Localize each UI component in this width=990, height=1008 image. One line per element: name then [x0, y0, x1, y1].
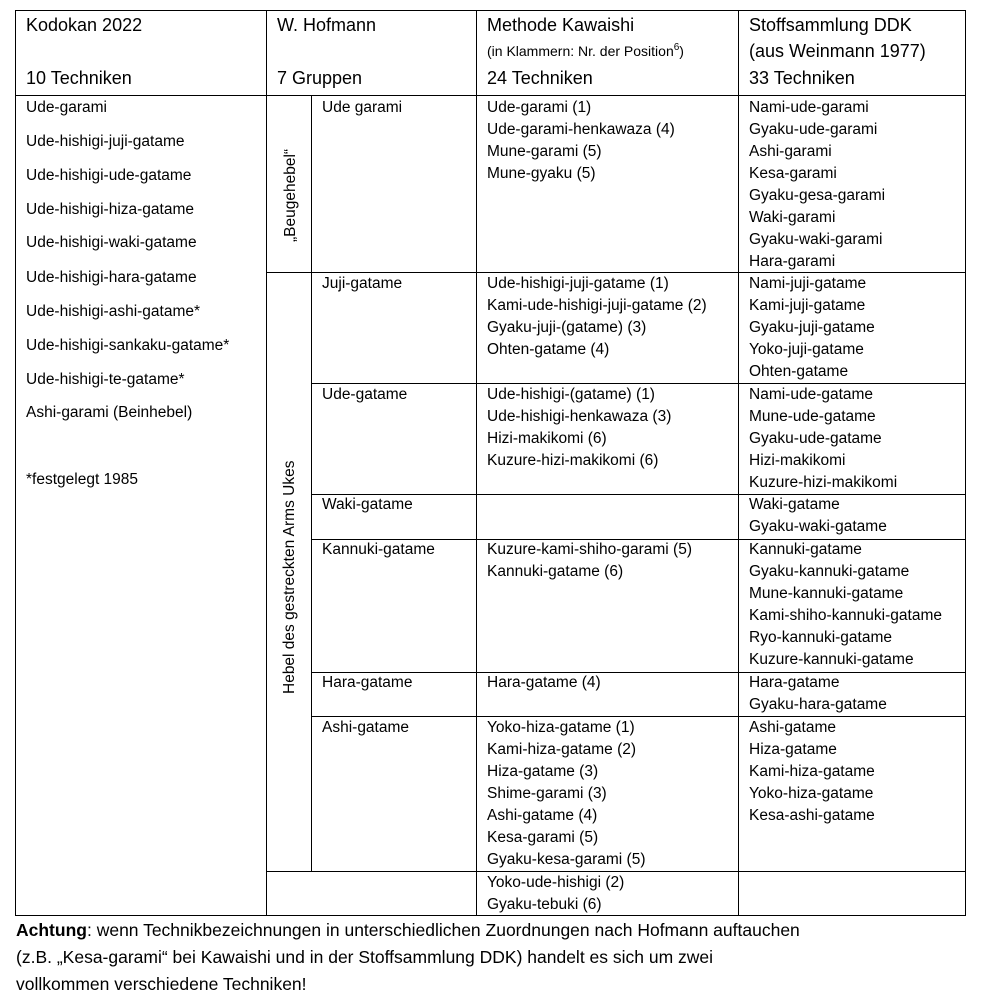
- column-divider: [738, 10, 739, 915]
- header-ddk-title: Stoffsammlung DDK: [749, 15, 912, 35]
- kawaishi-technique: Kuzure-hizi-makikomi (6): [487, 452, 659, 469]
- ddk-technique: Ashi-garami: [749, 143, 832, 160]
- kawaishi-technique: Kami-hiza-gatame (2): [487, 741, 637, 758]
- ddk-technique: Kannuki-gatame: [749, 541, 862, 558]
- ddk-technique: Waki-garami: [749, 209, 836, 226]
- kawaishi-technique: Ude-garami (1): [487, 99, 592, 116]
- ddk-technique: Mune-ude-gatame: [749, 408, 876, 425]
- kawaishi-technique: Ude-hishigi-henkawaza (3): [487, 408, 672, 425]
- kawaishi-technique: Ashi-gatame (4): [487, 807, 598, 824]
- header-kodokan-sub: 10 Techniken: [26, 68, 132, 88]
- kodokan-technique: Ude-hishigi-hara-gatame: [26, 269, 197, 286]
- ddk-technique: Ryo-kannuki-gatame: [749, 629, 893, 646]
- column-divider: [476, 10, 477, 915]
- ddk-technique: Mune-kannuki-gatame: [749, 585, 904, 602]
- ddk-cell: [749, 539, 942, 671]
- kodokan-technique: Ude-hishigi-hiza-gatame: [26, 201, 194, 218]
- row-divider: [266, 871, 965, 872]
- kawaishi-technique: Yoko-ude-hishigi (2): [487, 874, 625, 891]
- ddk-technique: Nami-ude-garami: [749, 99, 869, 116]
- ddk-technique: Hizi-makikomi: [749, 452, 846, 469]
- hofmann-group: Waki-gatame: [322, 496, 413, 513]
- row-divider: [266, 272, 965, 273]
- ddk-technique: Kami-hiza-gatame: [749, 763, 875, 780]
- kawaishi-cell: [487, 672, 601, 694]
- kawaishi-cell: [487, 539, 692, 583]
- kawaishi-technique: Kesa-garami (5): [487, 829, 599, 846]
- ddk-cell: [749, 273, 875, 383]
- category-label-gestreckt: Hebel des gestreckten Arms Ukes: [281, 460, 298, 694]
- ddk-technique: Ashi-gatame: [749, 719, 837, 736]
- kawaishi-technique: Shime-garami (3): [487, 785, 607, 802]
- ddk-technique: Ohten-gatame: [749, 363, 849, 380]
- kodokan-technique: Ude-hishigi-waki-gatame: [26, 234, 197, 251]
- ddk-technique: Kesa-ashi-gatame: [749, 807, 875, 824]
- column-divider: [266, 10, 267, 915]
- ddk-technique: Gyaku-waki-gatame: [749, 518, 887, 535]
- note-line-3: vollkommen verschiedene Techniken!: [16, 974, 307, 994]
- ddk-technique: Waki-gatame: [749, 496, 840, 513]
- kawaishi-technique: Hizi-makikomi (6): [487, 430, 607, 447]
- header-hofmann-title: W. Hofmann: [277, 15, 377, 35]
- hofmann-group: Hara-gatame: [322, 674, 413, 691]
- hofmann-group: Ude-gatame: [322, 386, 408, 403]
- kodokan-technique: Ude-hishigi-sankaku-gatame*: [26, 337, 230, 354]
- ddk-technique: Gyaku-hara-gatame: [749, 696, 887, 713]
- ddk-cell: [749, 717, 875, 827]
- ddk-technique: Kami-shiho-kannuki-gatame: [749, 607, 942, 624]
- kawaishi-technique: Kami-ude-hishigi-juji-gatame (2): [487, 297, 707, 314]
- ddk-technique: Kuzure-hizi-makikomi: [749, 474, 898, 491]
- header-hofmann-sub: 7 Gruppen: [277, 68, 363, 88]
- kodokan-technique: Ude-hishigi-ashi-gatame*: [26, 303, 201, 320]
- row-divider: [311, 494, 965, 495]
- kawaishi-technique: Mune-garami (5): [487, 143, 602, 160]
- kodokan-footnote: *festgelegt 1985: [26, 471, 139, 488]
- kawaishi-technique: Gyaku-kesa-garami (5): [487, 851, 646, 868]
- kawaishi-technique: Yoko-hiza-gatame (1): [487, 719, 635, 736]
- header-kawaishi-sub: 24 Techniken: [487, 68, 593, 88]
- ddk-technique: Kami-juji-gatame: [749, 297, 866, 314]
- attention-note: [16, 917, 976, 998]
- ddk-technique: Yoko-juji-gatame: [749, 341, 864, 358]
- ddk-technique: Kuzure-kannuki-gatame: [749, 651, 914, 668]
- ddk-technique: Hiza-gatame: [749, 741, 837, 758]
- kawaishi-technique: Gyaku-juji-(gatame) (3): [487, 319, 647, 336]
- hofmann-group: Ude garami: [322, 99, 403, 116]
- hofmann-group: Ashi-gatame: [322, 719, 410, 736]
- note-bold: Achtung: [16, 920, 87, 940]
- kawaishi-cell: [487, 273, 707, 361]
- kawaishi-technique: Kannuki-gatame (6): [487, 563, 624, 580]
- kawaishi-technique: Mune-gyaku (5): [487, 165, 596, 182]
- ddk-technique: Hara-gatame: [749, 674, 840, 691]
- kawaishi-technique: Gyaku-tebuki (6): [487, 896, 602, 913]
- kawaishi-technique: Ude-garami-henkawaza (4): [487, 121, 675, 138]
- row-divider: [311, 716, 965, 717]
- table-border-bottom: [15, 915, 966, 916]
- note-line-1: : wenn Technikbezeichnungen in unterschiedlichen Zuordnungen nach Hofmann auftauchen: [86, 920, 800, 940]
- header-ddk-note: (aus Weinmann 1977): [749, 41, 926, 61]
- ddk-technique: Hara-garami: [749, 253, 836, 270]
- note-line-2: (z.B. „Kesa-garami“ bei Kawaishi und in der Stoffsammlung DDK) handelt es sich um zwei: [16, 947, 714, 967]
- table-border-top: [15, 10, 966, 11]
- kodokan-technique: Ude-hishigi-ude-gatame: [26, 167, 192, 184]
- hofmann-group: Kannuki-gatame: [322, 541, 435, 558]
- hofmann-group: Juji-gatame: [322, 275, 403, 292]
- kawaishi-technique: Hiza-gatame (3): [487, 763, 599, 780]
- category-label-beugehebel: „Beugehebel“: [282, 148, 299, 242]
- row-divider: [311, 672, 965, 673]
- ddk-cell: [749, 384, 897, 494]
- row-divider: [311, 539, 965, 540]
- ddk-technique: Gyaku-ude-gatame: [749, 430, 882, 447]
- kawaishi-cell: [487, 872, 624, 916]
- header-ddk-sub: 33 Techniken: [749, 68, 855, 88]
- header-kawaishi-title: Methode Kawaishi: [487, 15, 635, 35]
- header-kodokan-title: Kodokan 2022: [26, 15, 143, 35]
- ddk-technique: Nami-juji-gatame: [749, 275, 867, 292]
- kawaishi-cell: [487, 384, 671, 472]
- ddk-cell: [749, 672, 887, 716]
- ddk-cell: [749, 494, 887, 538]
- ddk-technique: Kesa-garami: [749, 165, 837, 182]
- header-kawaishi-note: (in Klammern: Nr. der Position$^6$): [487, 42, 684, 59]
- ddk-technique: Gyaku-waki-garami: [749, 231, 883, 248]
- ddk-cell: [749, 97, 885, 273]
- kodokan-technique: Ashi-garami (Beinhebel): [26, 404, 193, 421]
- row-divider: [311, 383, 965, 384]
- table-border-right: [965, 10, 966, 915]
- ddk-technique: Gyaku-kannuki-gatame: [749, 563, 910, 580]
- kodokan-technique: Ude-garami: [26, 99, 107, 116]
- kawaishi-technique: Kuzure-kami-shiho-garami (5): [487, 541, 693, 558]
- kawaishi-technique: Ude-hishigi-juji-gatame (1): [487, 275, 669, 292]
- kawaishi-cell: [487, 717, 646, 871]
- kawaishi-technique: Hara-gatame (4): [487, 674, 601, 691]
- kawaishi-technique: Ude-hishigi-(gatame) (1): [487, 386, 655, 403]
- kawaishi-cell: [487, 97, 675, 185]
- ddk-technique: Gyaku-gesa-garami: [749, 187, 886, 204]
- ddk-technique: Gyaku-ude-garami: [749, 121, 878, 138]
- table-border-left: [15, 10, 16, 915]
- kodokan-technique: Ude-hishigi-juji-gatame: [26, 133, 185, 150]
- ddk-technique: Nami-ude-gatame: [749, 386, 874, 403]
- ddk-technique: Yoko-hiza-gatame: [749, 785, 874, 802]
- column-divider: [311, 95, 312, 871]
- kodokan-technique: Ude-hishigi-te-gatame*: [26, 371, 185, 388]
- ddk-technique: Gyaku-juji-gatame: [749, 319, 875, 336]
- kawaishi-technique: Ohten-gatame (4): [487, 341, 610, 358]
- header-divider: [15, 95, 966, 96]
